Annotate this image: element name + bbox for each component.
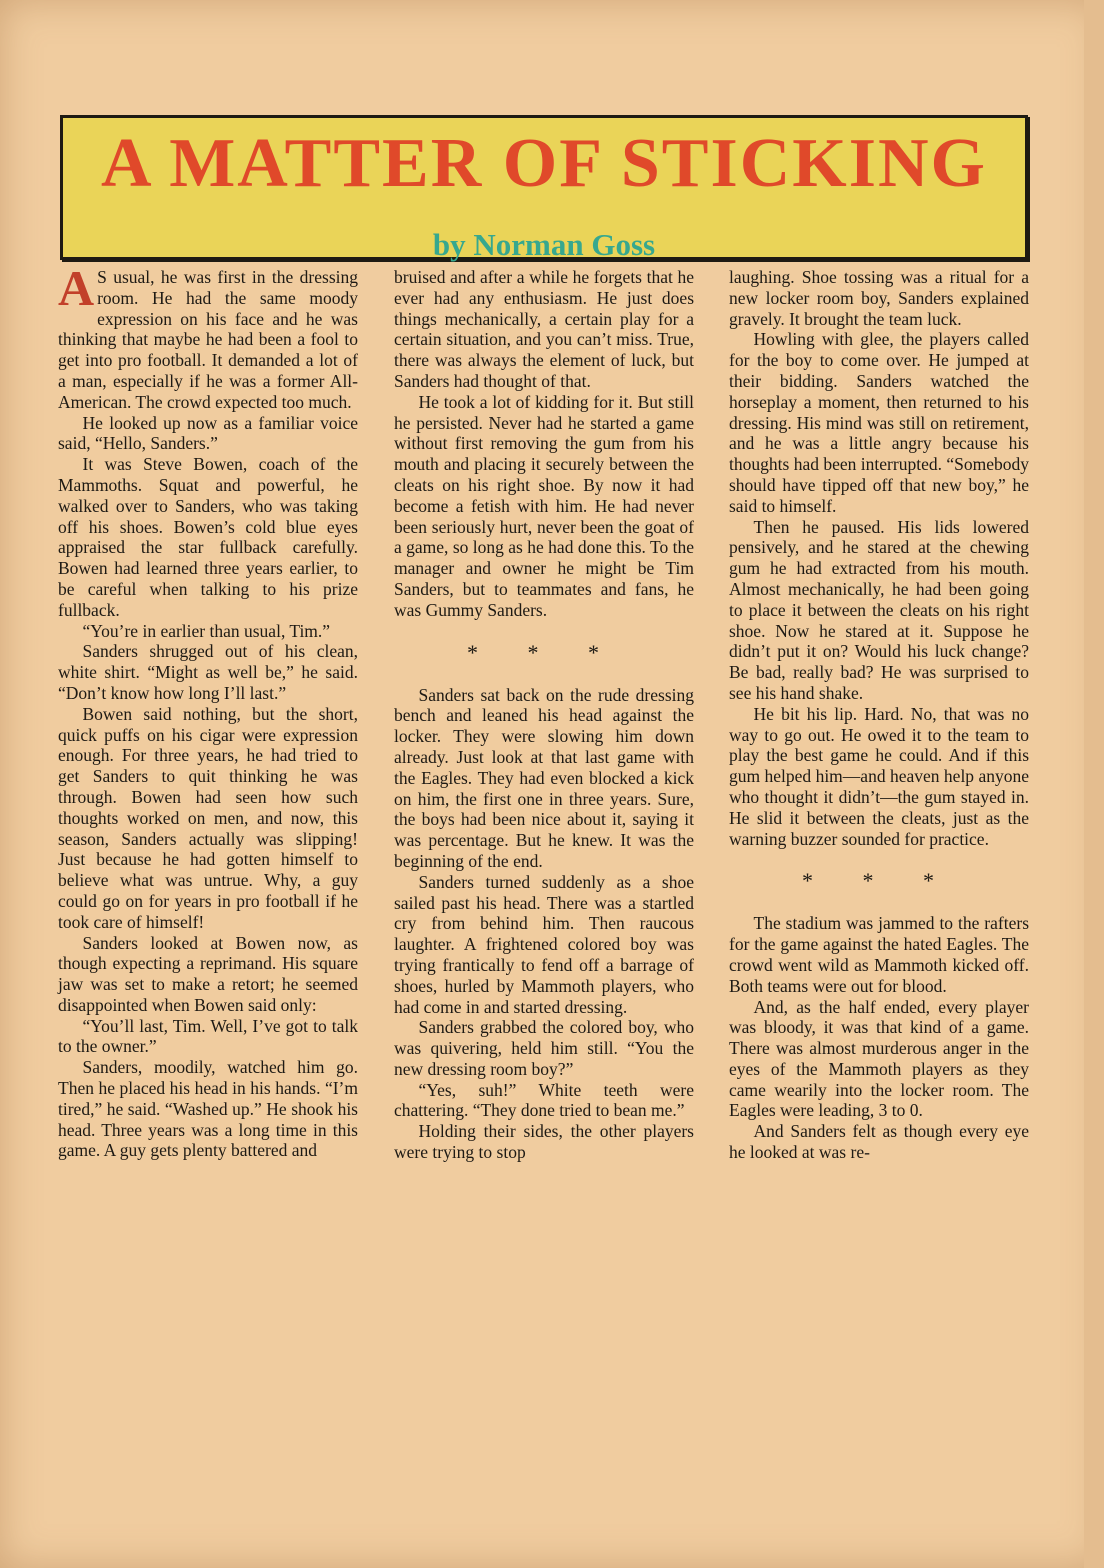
section-break-stars: * * * [802,868,956,894]
paragraph: bruised and after a while he forgets that he ever had any enthusiasm. He just does things mechanically, a certain play for a certain situation, and you can’t miss. True, there was always the element of luck, but Sanders had thought of that. [394,267,694,391]
story-byline: by Norman Goss [432,227,656,262]
paragraph: Then he paused. His lids lowered pensively, and he stared at the chewing gum he had extracted from his mouth. Almost mechanically, he had been going to place it between the cleats on his right shoe. Now he stared at it. Suppose he didn’t put it on? Would his luck change? Be bad, really bad? He was surprised to see his hand shake. [729,516,1029,703]
paragraph: laughing. Shoe tossing was a ritual for a new locker room boy, Sanders explained gravely. It brought the team luck. [729,267,1029,329]
paragraph: Sanders shrugged out of his clean, white shirt. “Might as well be,” he said. “Don’t know how long I’ll last.” [58,641,358,703]
paragraph: Holding their sides, the other players were trying to stop [394,1121,694,1163]
story-title: A MATTER OF STICKING [101,125,987,202]
paragraph: Sanders turned suddenly as a shoe sailed past his head. There was a startled cry from behind him. Then raucous laughter. A frightened colored boy was trying frantically to fend off a barrage of shoes, hurled by Mammoth players, who had come in and started dressing. [394,871,694,1017]
paragraph: “You’re in earlier than usual, Tim.” [82,620,331,641]
text-column-2 [394,267,694,1467]
paragraph: “You’ll last, Tim. Well, I’ve got to talk to the owner.” [58,1015,358,1057]
paragraph: “Yes, suh!” White teeth were chattering. “They done tried to bean me.” [394,1079,694,1121]
drop-cap: A [58,260,95,316]
paragraph: It was Steve Bowen, coach of the Mammoths. Squat and powerful, he walked over to Sanders, who was taking off his shoes. Bowen’s cold blue eyes appraised the star fullback carefully. Bowen had learned three years earlier, to be careful when talking to his prize fullback. [58,454,358,620]
page-edge [1084,0,1104,1568]
paragraph: He looked up now as a familiar voice said, “Hello, Sanders.” [58,412,358,454]
paragraph: The stadium was jammed to the rafters for the game against the hated Eagles. The crowd went wild as Mammoth kicked off. Both teams were out for blood. [729,913,1029,996]
paragraph: Sanders sat back on the rude dressing bench and leaned his head against the locker. They were slowing him down already. Just look at that last game with the Eagles. They had even blocked a kick on him, the first one in three years. Sure, the boys had been nice about it, saying it was percentage. But he knew. It was the beginning of the end. [394,684,694,871]
paragraph: A S usual, he was first in the dressing room. He had the same moody expression on his face and he was thinking that maybe he had been a fool to get into pro football. It demanded a lot of a man, especially if he was a former All-American. The crowd expected too much. [58,260,358,412]
section-break-stars: * * * [467,639,621,665]
title-banner [60,115,1028,260]
paragraph: And Sanders felt as though every eye he looked at was re- [729,1121,1029,1163]
paragraph: And, as the half ended, every player was bloody, it was that kind of a game. There was almost murderous anger in the eyes of the Mammoth players as they came wearily into the locker room. The Eagles were leading, 3 to 0. [729,996,1029,1121]
paragraph: Sanders looked at Bowen now, as though expecting a reprimand. His square jaw was set to make a retort; he seemed disappointed when Bowen said only: [58,932,358,1015]
text-column-1 [58,260,358,1467]
paragraph: He took a lot of kidding for it. But still he persisted. Never had he started a game without first removing the gum from his mouth and placing it securely between the cleats on his right shoe. By now it had become a fetish with him. He had never been seriously hurt, never been the goat of a game, so long as he had done this. To the manager and owner he might be Tim Sanders, but to teammates and fans, he was Gummy Sanders. [394,391,694,620]
paragraph: Sanders grabbed the colored boy, who was quivering, held him still. “You the new dressing room boy?” [394,1017,694,1079]
paragraph: Sanders, moodily, watched him go. Then he placed his head in his hands. “I’m tired,” he said. “Washed up.” He shook his head. Three years was a long time in this game. A guy gets plenty battered and [58,1057,358,1161]
paragraph: Howling with glee, the players called for the boy to come over. He jumped at their bidding. Sanders watched the horseplay a moment, then returned to his dressing. His mind was still on retirement, and he was a little angry because his thoughts had been interrupted. “Somebody should have tipped off that new boy,” he said to himself. [729,329,1029,516]
paragraph: He bit his lip. Hard. No, that was no way to go out. He owed it to the team to play the best game he could. And if this gum helped him—and heaven help anyone who thought it didn’t—the gum stayed in. He slid it between the cleats, just as the warning buzzer sounded for practice. [729,703,1029,849]
text-column-3 [729,267,1029,1467]
paragraph: Bowen said nothing, but the short, quick puffs on his cigar were expression enough. For three years, he had tried to get Sanders to quit thinking he was through. Bowen had seen how such thoughts worked on men, and now, this season, Sanders actually was slipping! Just because he had gotten himself to believe what was untrue. Why, a guy could go on for years in pro football if he took care of himself! [58,703,358,932]
